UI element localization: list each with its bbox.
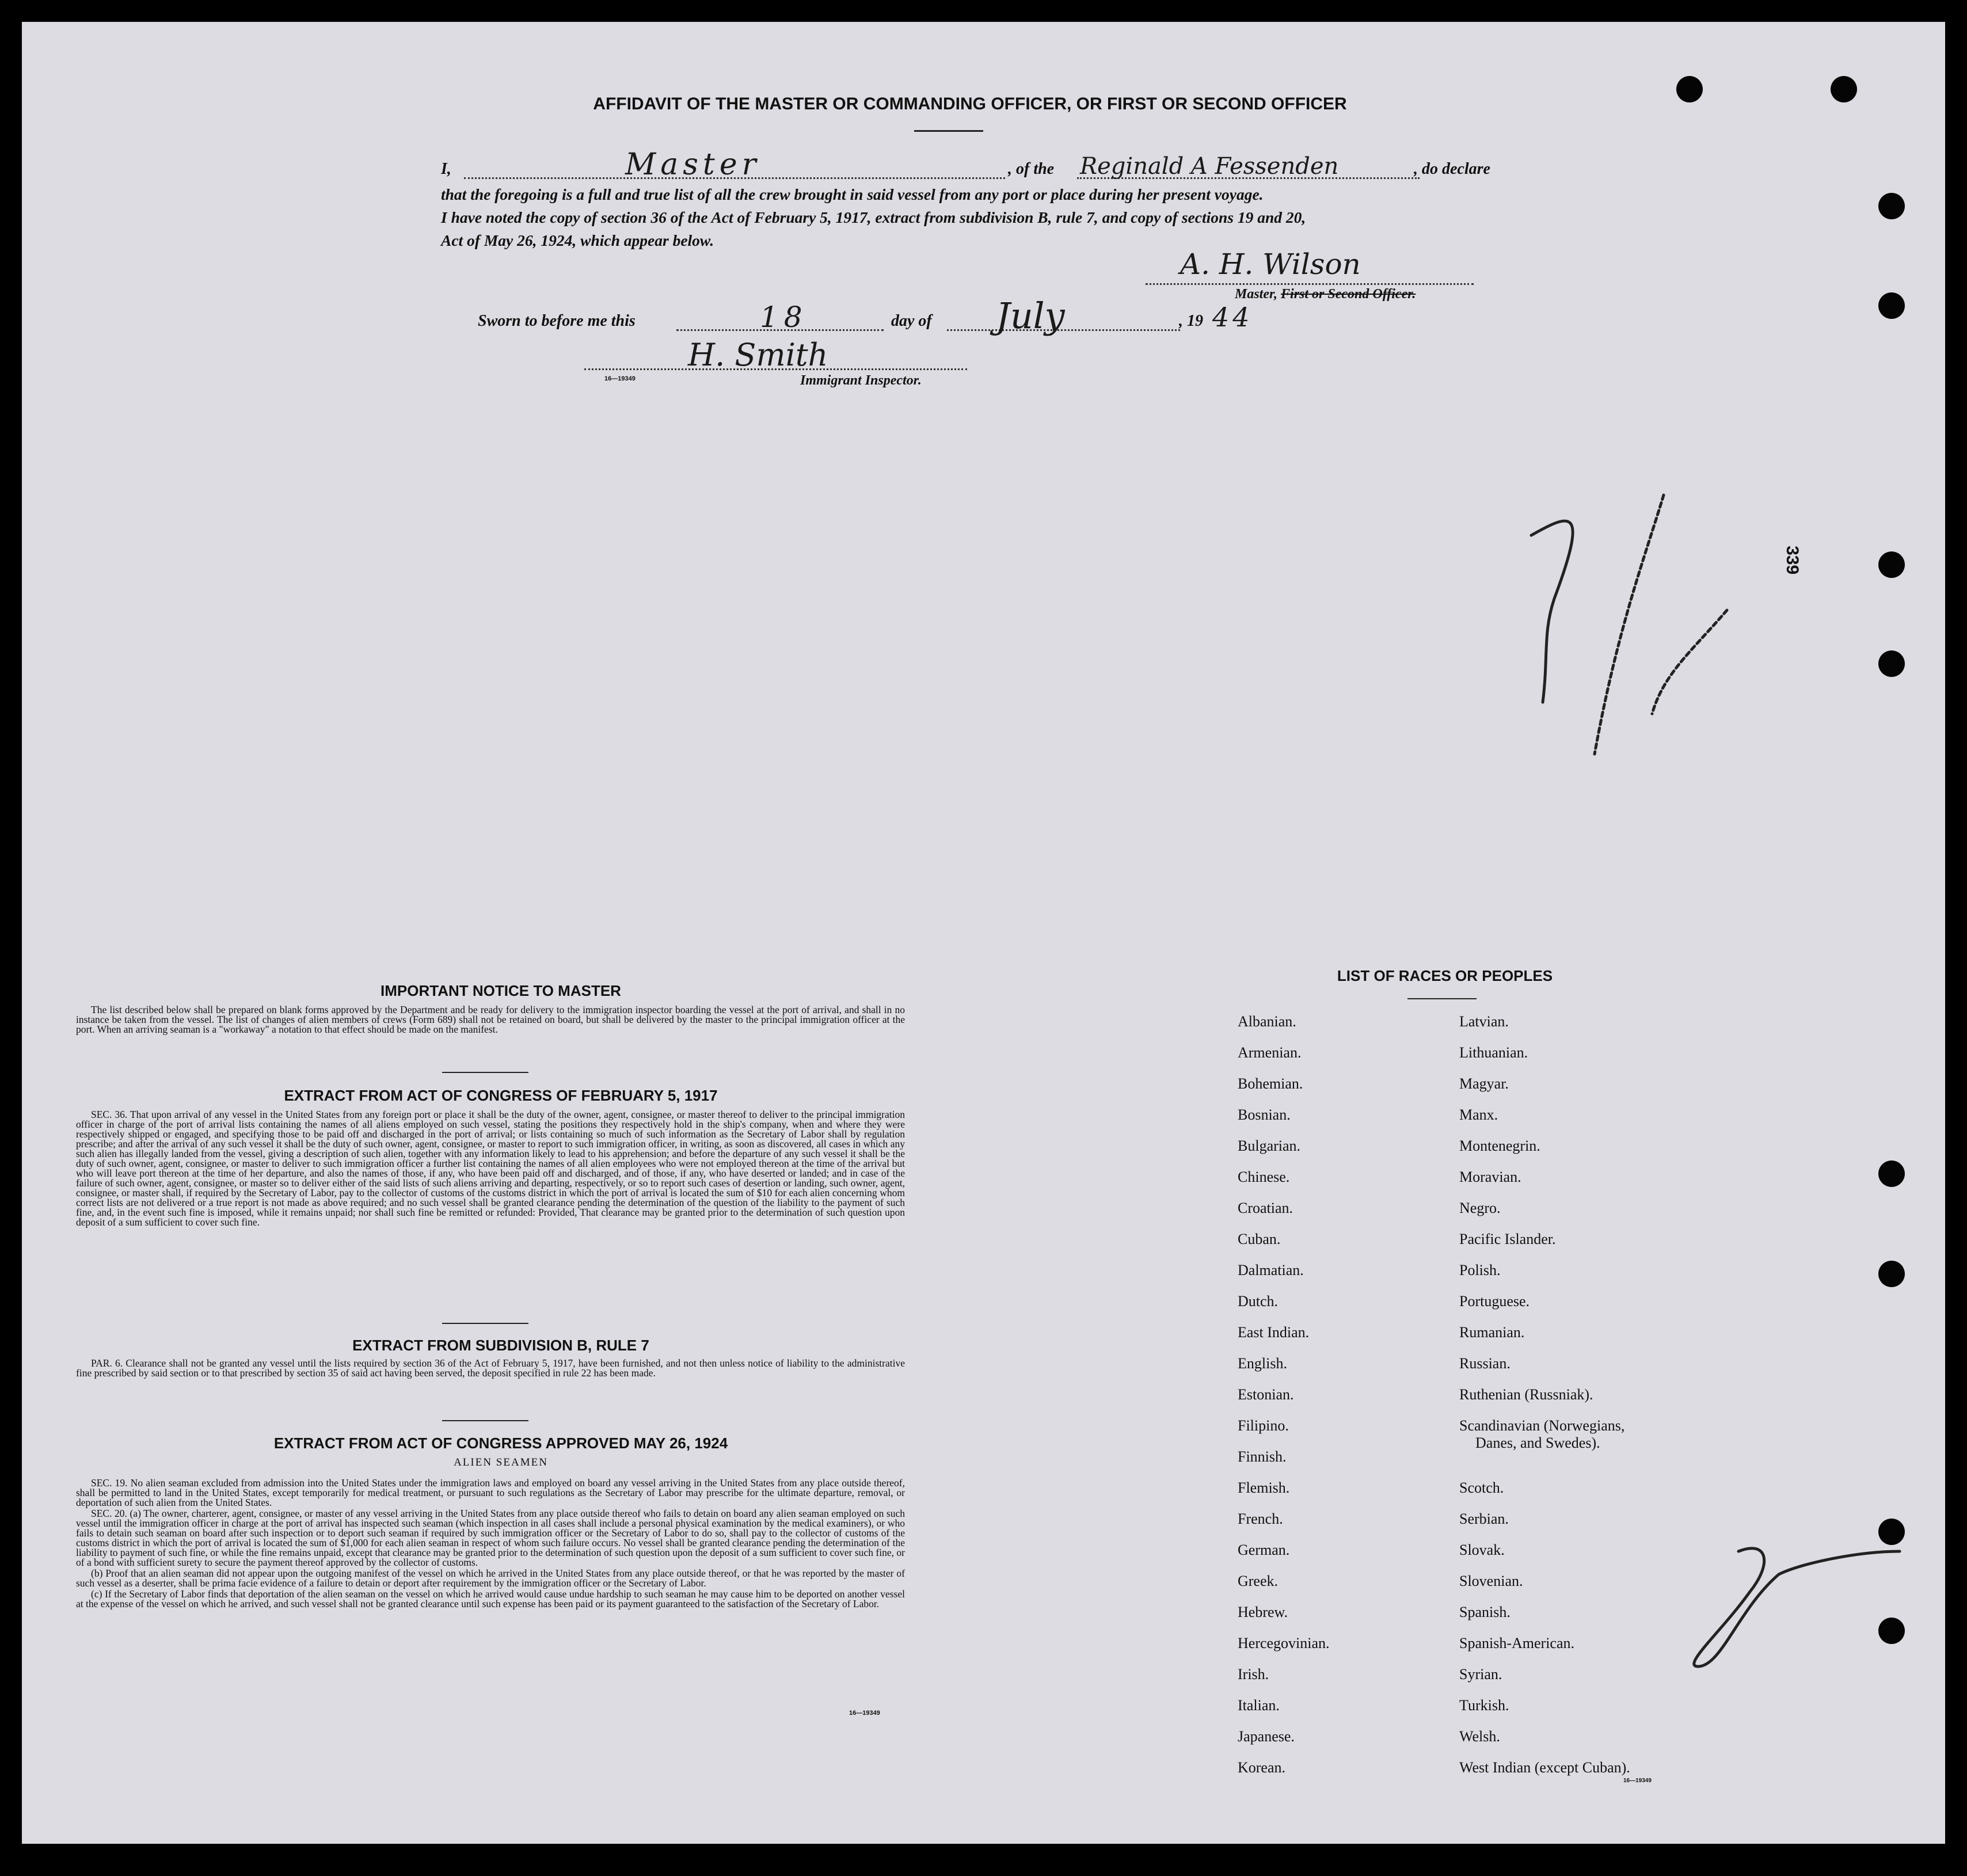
race-item: Armenian. — [1238, 1044, 1302, 1061]
divider — [442, 1420, 528, 1421]
punch-hole — [1676, 76, 1703, 102]
inspector-caption: Immigrant Inspector. — [800, 373, 922, 388]
extract-1917-paragraph: SEC. 36. That upon arrival of any vessel in the United States from any foreign port or place it shall be the duty of the owner, agent, consignee, or master thereof to deliver to the principal immigration officer in charge of the port of arrival lists containing the names of all aliens employed on such vessel, stating the positions they respectively hold in the ship's company, when and where they were respectively shipped or engaged, and specifying those to be paid off and discharged in the port of arrival; or lists containing so much of such information as the Secretary of Labor shall by regulation prescribe; and after the arrival of any such vessel it shall be the duty of such owner, agent, consignee, or master to report to such immigration officer, in writing, as soon as discovered, all cases in which any such alien has illegally landed from the vessel, giving a description of such alien, together with any information likely to lead to his apprehension; and before the departure of any such vessel it shall be the duty of such owner, agent, consignee, or master to deliver to such immigration officer a further list containing the names of all alien employees who were not employed thereon at the time of the arrival but who will leave port thereon at the time of her departure, and also the names of those, if any, who have been paid off and discharged, and of those, if any, who have deserted or landed; and in case of the failure of such owner, agent, consignee, or master so to deliver either of the said lists of such aliens arriving and departing, respectively, or so to report such cases of desertion or landing, such owner, agent, consignee, or master shall, if required by the Secretary of Labor, pay to the collector of customs of the customs district in which the port of arrival is located the sum of $10 for each alien concerning whom correct lists are not delivered or a true report is not made as above required; and no such vessel shall be granted clearance pending the determination of the question of the liability to the payment of such fine, and, in the event such fine is imposed, while it remains unpaid; nor shall such fine be remitted or refunded: Provided, That clearance may be granted prior to the determination of such question upon deposit of a sum sufficient to cover such fine. — [76, 1109, 905, 1228]
affidavit-line-2: that the foregoing is a full and true list of all the crew brought in said vessel from any port or place during her present voyage. — [441, 185, 1264, 203]
races-right-column — [1459, 1013, 1724, 1779]
year-handwritten: 44 — [1212, 302, 1253, 333]
race-item: East Indian. — [1238, 1324, 1310, 1341]
extract-rule7-title: EXTRACT FROM SUBDIVISION B, RULE 7 — [352, 1337, 649, 1354]
race-item: Spanish. — [1459, 1604, 1511, 1620]
race-item: Scotch. — [1459, 1479, 1504, 1496]
race-item: Syrian. — [1459, 1666, 1502, 1683]
race-item: Hercegovinian. — [1238, 1635, 1330, 1652]
signature-caption — [1235, 287, 1416, 302]
race-item: Estonian. — [1238, 1386, 1294, 1403]
punch-hole — [1878, 1160, 1905, 1187]
pencil-mark-upper — [1520, 484, 1773, 806]
races-form-number: 16—19349 — [1623, 1778, 1652, 1784]
margin-stamp: 339 — [1783, 546, 1802, 575]
race-item: Finnish. — [1238, 1448, 1287, 1465]
affidavit-line-3: I have noted the copy of section 36 of the Act of February 5, 1917, extract from subdivision B, rule 7, and copy of sections 19 and 20, — [441, 208, 1306, 226]
race-item: West Indian (except Cuban). — [1459, 1759, 1630, 1776]
caption-struck: First or Second Officer. — [1281, 287, 1416, 302]
race-item: French. — [1238, 1510, 1283, 1527]
race-item: Korean. — [1238, 1759, 1286, 1776]
punch-hole — [1878, 551, 1905, 578]
signature-line — [1146, 283, 1474, 285]
race-item: Serbian. — [1459, 1510, 1509, 1527]
extract-rule7-paragraph: PAR. 6. Clearance shall not be granted any vessel until the lists required by section 36 of the Act of February 5, 1917, have been furnished, and not then unless notice of liability to the administrative fine prescribed by said section or to that prescribed by section 35 of said act having been served, the deposit specified in rule 22 has been made. — [76, 1357, 905, 1379]
race-item: Russian. — [1459, 1355, 1511, 1372]
do-declare-label: , do declare — [1414, 160, 1490, 178]
race-item: Turkish. — [1459, 1697, 1509, 1714]
extract-1924-title: EXTRACT FROM ACT OF CONGRESS APPROVED MAY 26, 1924 — [273, 1434, 728, 1452]
sec19-paragraph: SEC. 19. No alien seaman excluded from admission into the United States under the immigration laws and employed on board any vessel arriving in the United States from any place outside thereof, shall be permitted to land in the United States, except temporarily for medical treatment, or pursuant to such regulations as the Secretary of Labor may prescribe for the ultimate departure, removal, or deportation of such alien from the United States. — [76, 1477, 905, 1508]
sworn-label: Sworn to before me this — [478, 312, 636, 330]
punch-hole — [1878, 193, 1905, 219]
race-item: Slovenian. — [1459, 1573, 1523, 1589]
extract-1924-text — [76, 1478, 905, 1610]
race-item: Bosnian. — [1238, 1106, 1291, 1123]
race-item: Italian. — [1238, 1697, 1280, 1714]
notice-paragraph: The list described below shall be prepared on blank forms approved by the Department and be ready for delivery to the immigration inspector boarding the vessel at the port of arrival, and shall in no instance be taken from the vessel. The list of changes of alien members of crews (Form 689) shall not be retained on board, but shall be delivered by the master to the principal immigration officer at the port. When an arriving seaman is a "workaway" a notation to that effect should be made on the manifest. — [76, 1004, 905, 1035]
race-item: Lithuanian. — [1459, 1044, 1528, 1061]
race-item: German. — [1238, 1542, 1290, 1558]
race-item: Pacific Islander. — [1459, 1231, 1556, 1247]
race-item: Bulgarian. — [1238, 1137, 1301, 1154]
race-item: Japanese. — [1238, 1728, 1295, 1745]
race-item: Rumanian. — [1459, 1324, 1525, 1341]
race-item: Ruthenian (Russniak). — [1459, 1386, 1593, 1403]
divider — [914, 130, 983, 132]
year-prefix: , 19 — [1179, 312, 1203, 330]
extract-1917-text — [76, 1110, 905, 1228]
race-item: Scandinavian (Norwegians, — [1459, 1417, 1625, 1434]
divider — [442, 1323, 528, 1324]
punch-hole — [1831, 76, 1857, 102]
race-item: Chinese. — [1238, 1169, 1290, 1185]
form-number: 16—19349 — [604, 375, 636, 382]
punch-hole — [1878, 292, 1905, 319]
i-label: I, — [441, 160, 451, 178]
races-title: LIST OF RACES OR PEOPLES — [1337, 967, 1553, 984]
race-item: Welsh. — [1459, 1728, 1500, 1745]
race-item: Slovak. — [1459, 1542, 1505, 1558]
i-value-handwritten: Master — [625, 147, 761, 182]
notice-title: IMPORTANT NOTICE TO MASTER — [381, 982, 621, 999]
sec20a-paragraph: SEC. 20. (a) The owner, charterer, agent, consignee, or master of any vessel arriving in the United States from any place outside thereof who fails to detain on board any alien seaman employed on such vessel until the immigration officer in charge at the port of arrival has inspected such seaman (which inspection in all cases shall include a personal physical examination by the medical examiners), or who fails to detain such seaman on board after such inspection or to deport such seaman if required by such immigration officer or the Secretary of Labor to do so, shall pay to the collector of customs of the customs district in which the port of arrival is located the sum of $1,000 for each alien seaman in respect of whom such failure occurs. No vessel shall be granted clearance pending the determination of the liability to payment of such fine, or while the fine remains unpaid, except that clearance may be granted prior to the determination of such question upon the deposit of a sum sufficient to cover such fine, or of a bond with sufficient surety to secure the payment thereof approved by the collector of customs. — [76, 1508, 905, 1568]
race-item: Hebrew. — [1238, 1604, 1288, 1620]
extract-1917-title: EXTRACT FROM ACT OF CONGRESS OF FEBRUARY 5, 1917 — [284, 1087, 718, 1104]
race-item: English. — [1238, 1355, 1287, 1372]
sworn-line — [478, 295, 1284, 347]
race-item: Dalmatian. — [1238, 1262, 1304, 1278]
race-item: Irish. — [1238, 1666, 1269, 1683]
month-handwritten: July — [996, 295, 1065, 337]
day-handwritten: 18 — [760, 300, 808, 334]
race-item: Cuban. — [1238, 1231, 1281, 1247]
race-item: Bohemian. — [1238, 1075, 1303, 1092]
affidavit-line-4: Act of May 26, 1924, which appear below. — [441, 231, 714, 249]
vessel-handwritten: Reginald A Fessenden — [1080, 153, 1339, 180]
race-item: Moravian. — [1459, 1169, 1521, 1185]
race-item: Polish. — [1459, 1262, 1501, 1278]
race-item: Montenegrin. — [1459, 1137, 1540, 1154]
affidavit-line-1 — [441, 147, 1500, 189]
race-item: Albanian. — [1238, 1013, 1296, 1030]
race-item: Greek. — [1238, 1573, 1279, 1589]
day-of-label: day of — [891, 312, 932, 330]
race-item: Negro. — [1459, 1200, 1501, 1216]
race-item: Croatian. — [1238, 1200, 1293, 1216]
divider — [1407, 998, 1477, 999]
race-item: Portuguese. — [1459, 1293, 1530, 1310]
race-item: Flemish. — [1238, 1479, 1290, 1496]
punch-hole — [1878, 650, 1905, 677]
race-item: Magyar. — [1459, 1075, 1509, 1092]
inspector-signature: H. Smith — [688, 337, 828, 373]
race-item: Spanish-American. — [1459, 1635, 1575, 1652]
extract-rule7-text — [76, 1359, 905, 1379]
master-signature: A. H. Wilson — [1180, 248, 1361, 281]
extract-1924-subtitle: ALIEN SEAMEN — [454, 1456, 548, 1468]
race-item: Latvian. — [1459, 1013, 1509, 1030]
race-item: Manx. — [1459, 1106, 1498, 1123]
affidavit-title: AFFIDAVIT OF THE MASTER OR COMMANDING OFFICER, OR FIRST OR SECOND OFFICER — [593, 94, 1347, 113]
divider — [442, 1072, 528, 1073]
race-item: Dutch. — [1238, 1293, 1279, 1310]
extract-form-number: 16—19349 — [849, 1710, 880, 1717]
sec20b-paragraph: (b) Proof that an alien seaman did not appear upon the outgoing manifest of the vessel on which he arrived in the United States from any place outside thereof, or that he was reported by the master of such vessel as a deserter, shall be prima facie evidence of a failure to detain or deport after requirement by the immigration officer or the Secretary of Labor. — [76, 1567, 905, 1589]
sec20c-paragraph: (c) If the Secretary of Labor finds that deportation of the alien seaman on the vessel on which he arrived would cause undue hardship to such seaman he may cause him to be deported on another vessel at the expense of the vessel on which he arrived, and such vessel shall not be granted clearance until such expense has been paid or its payment guaranteed to the satisfaction of the Secretary of Labor. — [76, 1588, 905, 1609]
race-item: Danes, and Swedes). — [1475, 1434, 1600, 1451]
punch-hole — [1878, 1261, 1905, 1287]
of-the-label: , of the — [1008, 160, 1055, 178]
race-item: Filipino. — [1238, 1417, 1289, 1434]
races-left-column — [1238, 1013, 1433, 1779]
caption-master: Master, — [1235, 287, 1278, 302]
notice-text — [76, 1005, 905, 1036]
